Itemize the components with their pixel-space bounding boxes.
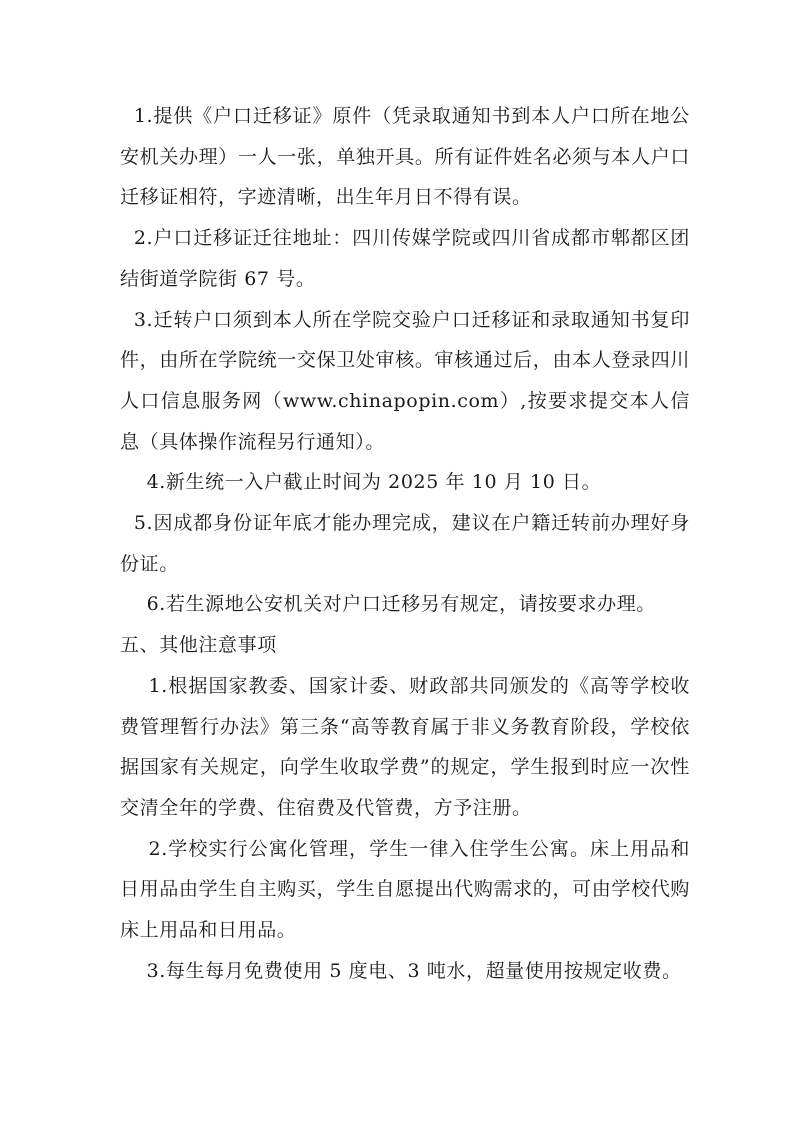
paragraph-hukou-4: 4.新生统一入户截止时间为 2025 年 10 月 10 日。 [120,471,602,494]
paragraph-hukou-2: 2.户口迁移证迁往地址：四川传媒学院或四川省成都市郫都区团结街道学院街 67 号。 [120,227,690,290]
paragraph-notes-3: 3.每生每月免费使用 5 度电、3 吨水，超量使用按规定收费。 [120,959,682,982]
document-page [120,96,690,991]
paragraph-notes-1: 1.根据国家教委、国家计委、财政部共同颁发的《高等学校收费管理暂行办法》第三条“高等教育属于非义务教育阶段，学校依据国家有关规定，向学生收取学费”的规定，学生报到时应一次性交清全年的学费、住宿费及代管费，方予注册。 [120,674,690,819]
paragraph-hukou-6: 6.若生源地公安机关对户口迁移另有规定，请按要求办理。 [120,593,656,616]
paragraph-hukou-3: 3.迁转户口须到本人所在学院交验户口迁移证和录取通知书复印件，由所在学院统一交保卫处审核。审核通过后，由本人登录四川人口信息服务网（www.chinapopin.com）,按要求提交本人信息（具体操作流程另行通知）。 [120,308,690,453]
paragraph-notes-2: 2.学校实行公寓化管理，学生一律入住学生公寓。床上用品和日用品由学生自主购买，学生自愿提出代购需求的，可由学校代购床上用品和日用品。 [120,837,690,942]
paragraph-hukou-5: 5.因成都身份证年底才能办理完成，建议在户籍迁转前办理好身份证。 [120,512,690,575]
section-heading-other-notes: 五、其他注意事项 [120,634,277,657]
paragraph-hukou-1: 1.提供《户口迁移证》原件（凭录取通知书到本人户口所在地公安机关办理）一人一张，单独开具。所有证件姓名必须与本人户口迁移证相符，字迹清晰，出生年月日不得有误。 [120,105,690,209]
